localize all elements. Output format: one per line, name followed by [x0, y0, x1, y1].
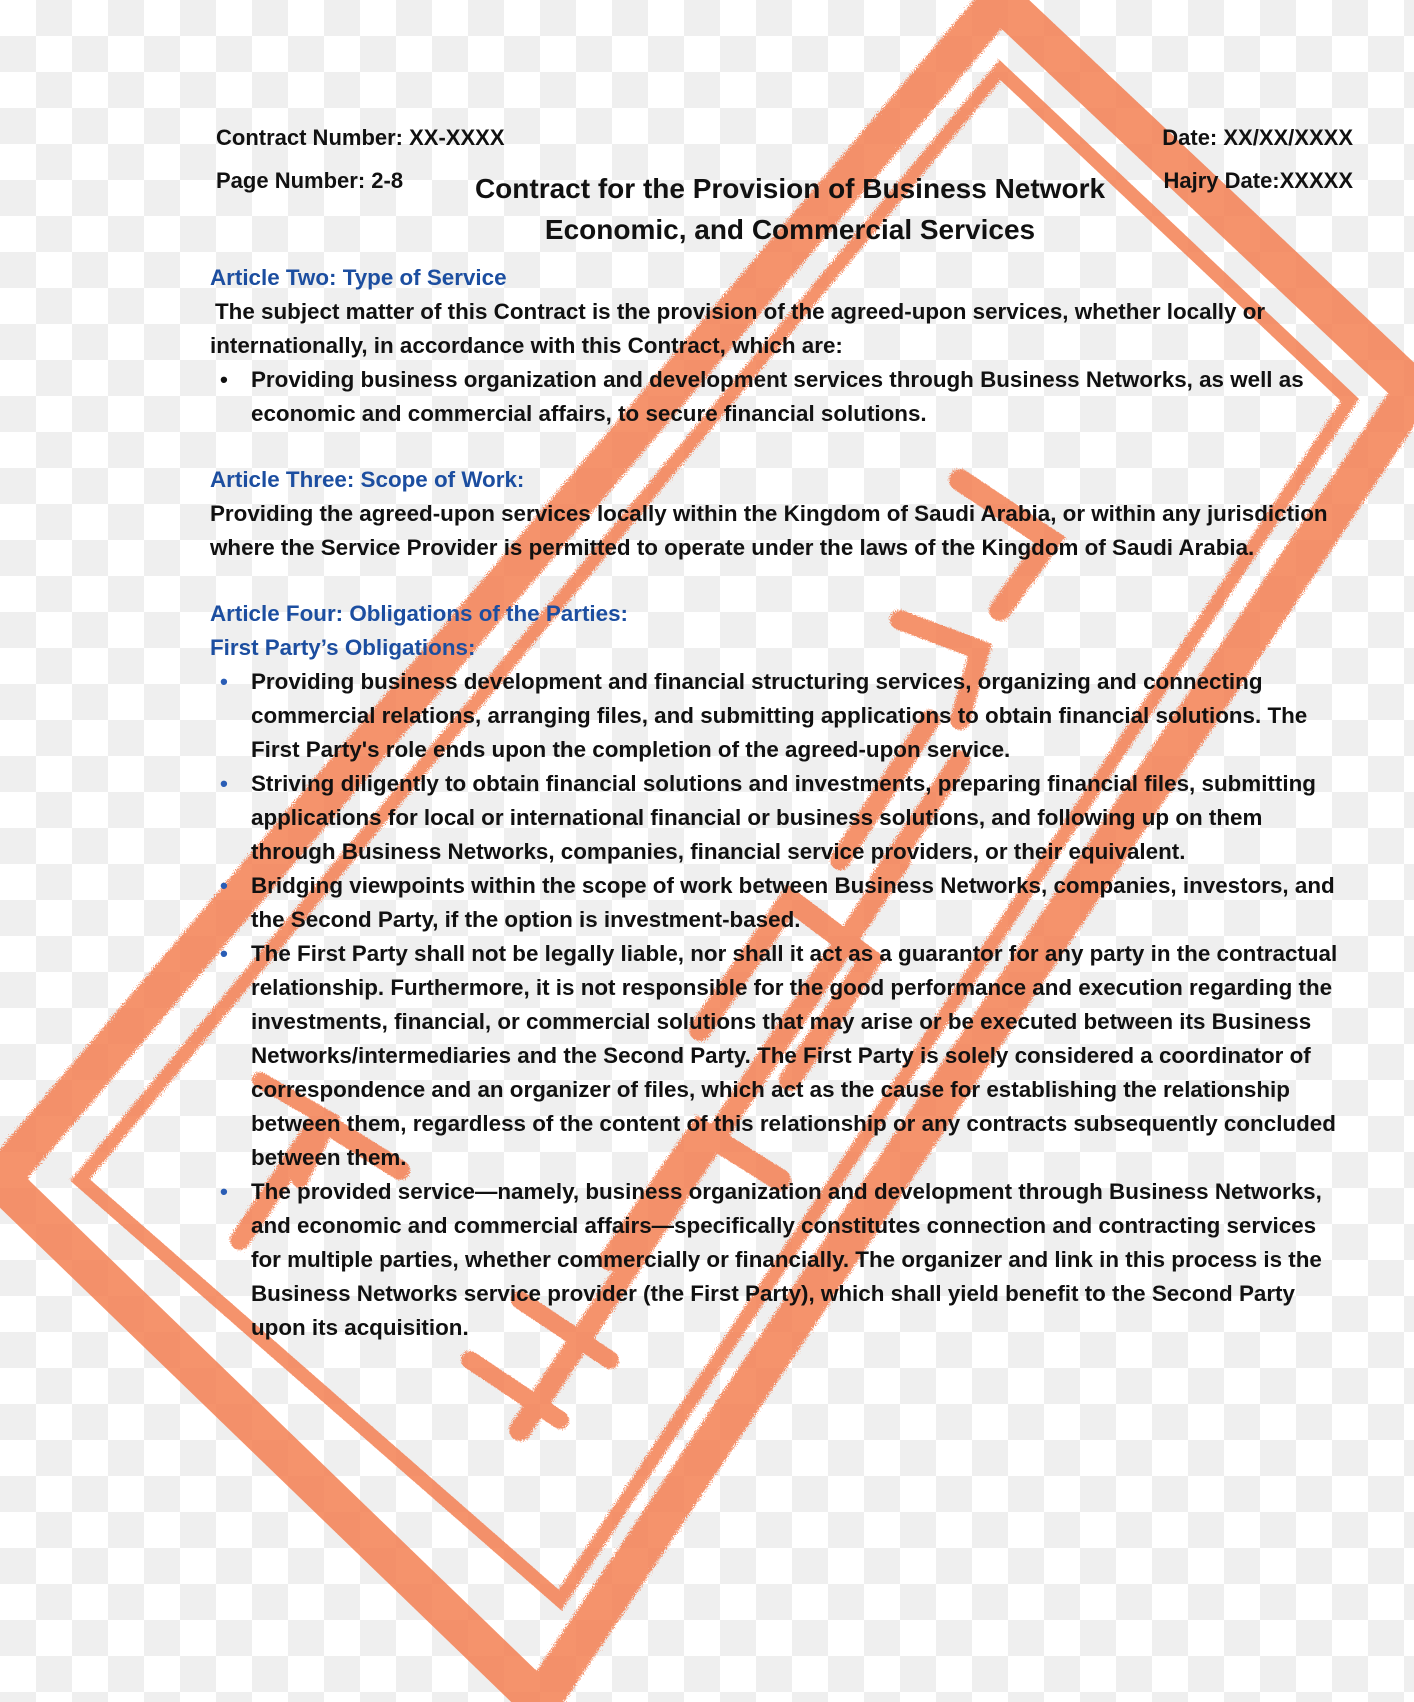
list-item: • The First Party shall not be legally liable, nor shall it act as a guarantor for any party in the contractual relationship. Furthermore, it is not responsible for the good performance and execution regarding the investments, financial, or commercial solutions that may arise or be executed between its Business Networks/intermediaries and the Second Party. The First Party is solely considered a coordinator of correspondence and an organizer of files, which act as the cause for establishing the relationship between them, regardless of the content of this relationship or any contracts subsequently concluded between them.	[251, 937, 1350, 1175]
title-line-2: Economic, and Commercial Services	[544, 214, 1036, 245]
first-party-obligations-list	[210, 665, 1350, 1345]
list-item: • Bridging viewpoints within the scope of work between Business Networks, companies, investors, and the Second Party, if the option is investment-based.	[251, 869, 1350, 937]
first-party-obligations-heading: First Party’s Obligations:	[210, 635, 476, 660]
article-two-list	[210, 363, 1350, 431]
article-four	[210, 597, 1350, 1345]
article-three-heading: Article Three: Scope of Work:	[210, 467, 525, 492]
hijri-date: Hajry Date:XXXXX	[1163, 168, 1353, 193]
article-three-body: Providing the agreed-upon services locally within the Kingdom of Saudi Arabia, or within any jurisdiction where the Service Provider is permitted to operate under the laws of the Kingdom of Saudi Arabia.	[210, 501, 1328, 560]
list-item: • Striving diligently to obtain financial solutions and investments, preparing financial files, submitting applications for local or international financial or business solutions, and following up on them through Business Networks, companies, financial service providers, or their equivalent.	[251, 767, 1350, 869]
contract-body	[210, 261, 1350, 1345]
contract-number: Contract Number: XX-XXXX	[216, 125, 505, 150]
list-item: • The provided service—namely, business organization and development through Business Networks, and economic and commercial affairs—specifically constitutes connection and contracting services for multiple parties, whether commercially or financially. The organizer and link in this process is the Business Networks service provider (the First Party), which shall yield benefit to the Second Party upon its acquisition.	[251, 1175, 1350, 1345]
date: Date: XX/XX/XXXX	[1162, 125, 1353, 150]
list-item: • Providing business development and financial structuring services, organizing and connecting commercial relations, arranging files, and submitting applications to obtain financial solutions. The First Party's role ends upon the completion of the agreed-upon service.	[251, 665, 1350, 767]
list-item: • Providing business organization and development services through Business Networks, as well as economic and commercial affairs, to secure financial solutions.	[251, 363, 1350, 431]
page-title	[420, 168, 1160, 250]
page-number: Page Number: 2-8	[216, 168, 404, 193]
article-two	[210, 261, 1350, 431]
article-three	[210, 463, 1350, 565]
article-four-heading: Article Four: Obligations of the Parties:	[210, 601, 628, 626]
article-two-intro: The subject matter of this Contract is the provision of the agreed-upon services, whether locally or internationally, in accordance with this Contract, which are:	[210, 299, 1266, 358]
article-two-heading: Article Two: Type of Service	[210, 265, 507, 290]
title-line-1: Contract for the Provision of Business Network	[474, 173, 1106, 204]
